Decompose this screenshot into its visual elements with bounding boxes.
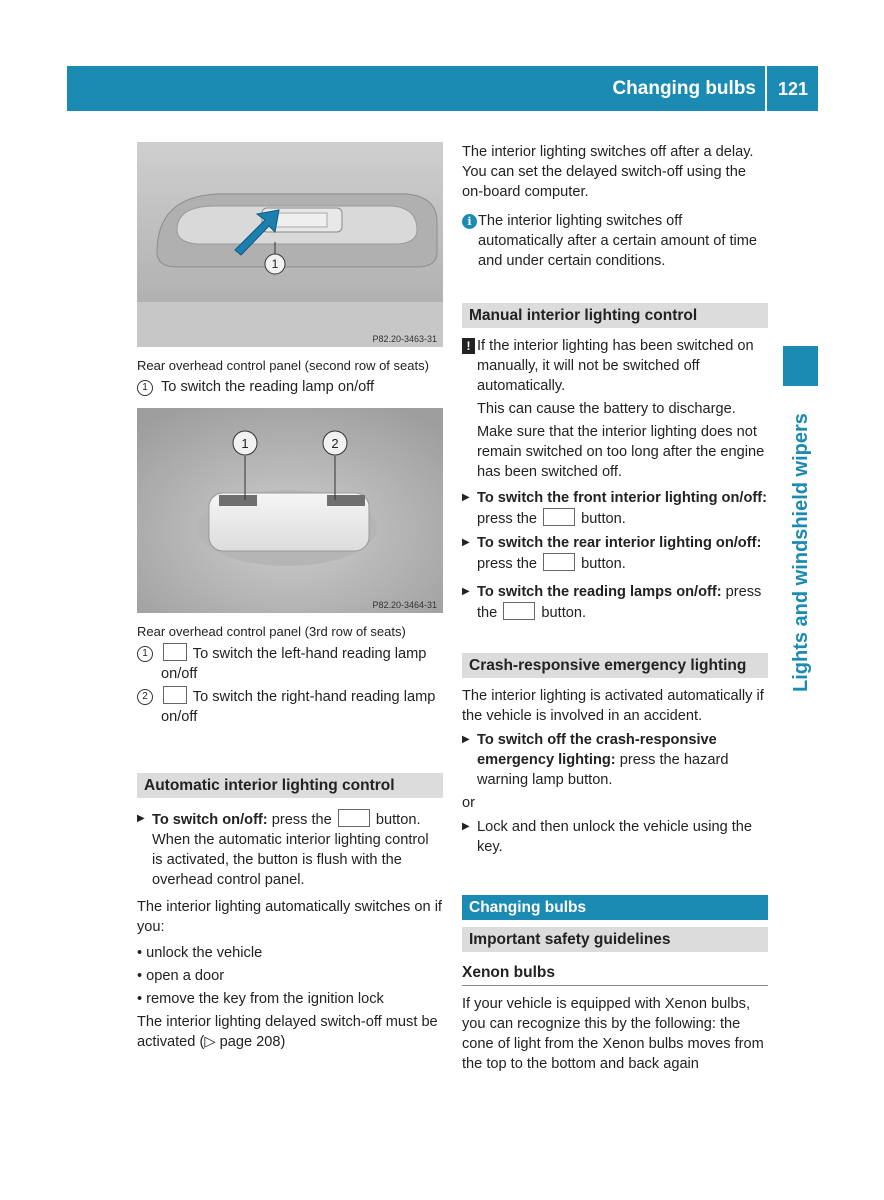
paragraph: The interior lighting switches off after a delay. You can set the delayed switch-off using the on-board computer. [462,144,754,200]
legend-number: 1 [137,380,153,396]
figure-reference: P82.20-3463-31 [372,334,437,344]
legend-number: 2 [137,689,153,705]
step-label: To switch the reading lamps on/off: [477,584,722,600]
figure-caption: Rear overhead control panel (3rd row of seats) [137,624,406,639]
paragraph: or [462,795,475,811]
warning-text: Make sure that the interior lighting does not remain switched on too long after the engine has been switched off. [477,424,765,480]
paragraph: If your vehicle is equipped with Xenon bulbs, you can recognize this by the following: the cone of light from the Xenon bulbs moves from the top to the bottom and back again [462,996,764,1072]
figure-rear-panel-second-row [137,142,443,347]
legend-item [137,686,443,727]
callout-2-label: 2 [331,436,339,451]
list-item: • unlock the vehicle [137,945,263,961]
section-heading: Manual interior lighting control [462,303,768,328]
step-continuation: When the automatic interior lighting control is activated, the button is flush with the overhead control panel. [152,832,429,888]
header-separator [765,66,767,111]
step-arrow-icon: ▶ [462,821,470,832]
chapter-tab [781,392,821,692]
reading-lamp-icon [163,643,187,661]
callout-1-label: 1 [271,257,279,271]
instruction-step: ▶ To switch the front interior lighting on/off: press the button. [462,490,767,527]
step-label: To switch off the crash-responsive emergency lighting: [477,732,717,768]
figure-rear-panel-third-row [137,408,443,613]
info-icon: i [462,214,477,229]
callout-1-label: 1 [241,436,249,451]
info-text: The interior lighting switches off automatically after a certain amount of time and under certain conditions. [478,213,758,269]
legend-text: To switch the reading lamp on/off [161,379,375,395]
overhead-handle-photo [137,142,443,347]
right-column [462,142,768,1074]
xenon-heading: Xenon bulbs [462,963,768,986]
step-text: button. [375,812,421,828]
step-text: Lock and then unlock the vehicle using the key. [477,819,753,855]
paragraph: The interior lighting automatically switches on if you: [137,899,442,935]
list-item: • remove the key from the ignition lock [137,991,384,1007]
warning-note [462,336,768,396]
legend-number: 1 [137,646,153,662]
step-label: To switch the front interior lighting on/off: [477,490,767,506]
step-arrow-icon: ▶ [462,586,470,597]
list-item: • open a door [137,968,225,984]
header-title: Changing bulbs [612,78,756,99]
paragraph: The interior lighting is activated automatically if the vehicle is involved in an accident. [462,688,764,724]
info-note [462,211,768,271]
warning-icon: ! [462,338,475,354]
legend-item [137,377,443,397]
rear-light-button-icon [543,553,575,571]
left-column [137,142,443,1052]
page-header [67,66,818,111]
step-text: press the [271,812,332,828]
chapter-tab-marker [783,346,818,386]
step-arrow-icon: ▶ [137,813,145,824]
front-light-button-icon [543,508,575,526]
chapter-tab-label: Lights and windshield wipers [790,413,812,692]
section-heading: Changing bulbs [462,895,768,920]
step-arrow-icon: ▶ [462,492,470,503]
legend-text: To switch the left-hand reading lamp on/off [161,646,427,682]
paragraph: The interior lighting delayed switch-off must be activated (▷ page 208) [137,1014,438,1050]
instruction-step: ▶ To switch the rear interior lighting on/off: press the button. [462,535,762,572]
instruction-step [462,817,768,857]
instruction-step [137,809,443,830]
subsection-heading: Important safety guidelines [462,927,768,952]
section-heading: Automatic interior lighting control [137,773,443,798]
auto-light-button-icon [338,809,370,827]
legend-text: To switch the right-hand reading lamp on/off [161,689,436,725]
reading-lamp-icon [163,686,187,704]
figure-reference: P82.20-3464-31 [372,600,437,610]
overhead-lamp-photo [137,408,443,613]
legend-item [137,643,443,684]
instruction-step: ▶ To switch the reading lamps on/off: press the button. [462,584,762,621]
step-label: To switch the rear interior lighting on/off: [477,535,762,551]
step-label: To switch on/off: [152,812,268,828]
figure-caption: Rear overhead control panel (second row of seats) [137,358,429,373]
page-number: 121 [777,79,808,99]
step-arrow-icon: ▶ [462,537,470,548]
step-arrow-icon: ▶ [462,734,470,745]
warning-text: This can cause the battery to discharge. [477,401,736,417]
reading-lamp-button-icon [503,602,535,620]
section-heading: Crash-responsive emergency lighting [462,653,768,678]
warning-text: If the interior lighting has been switched on manually, it will not be switched off automatically. [477,338,754,394]
instruction-step: ▶ To switch off the crash-responsive emergency lighting: press the hazard warning lamp button. [462,732,729,788]
